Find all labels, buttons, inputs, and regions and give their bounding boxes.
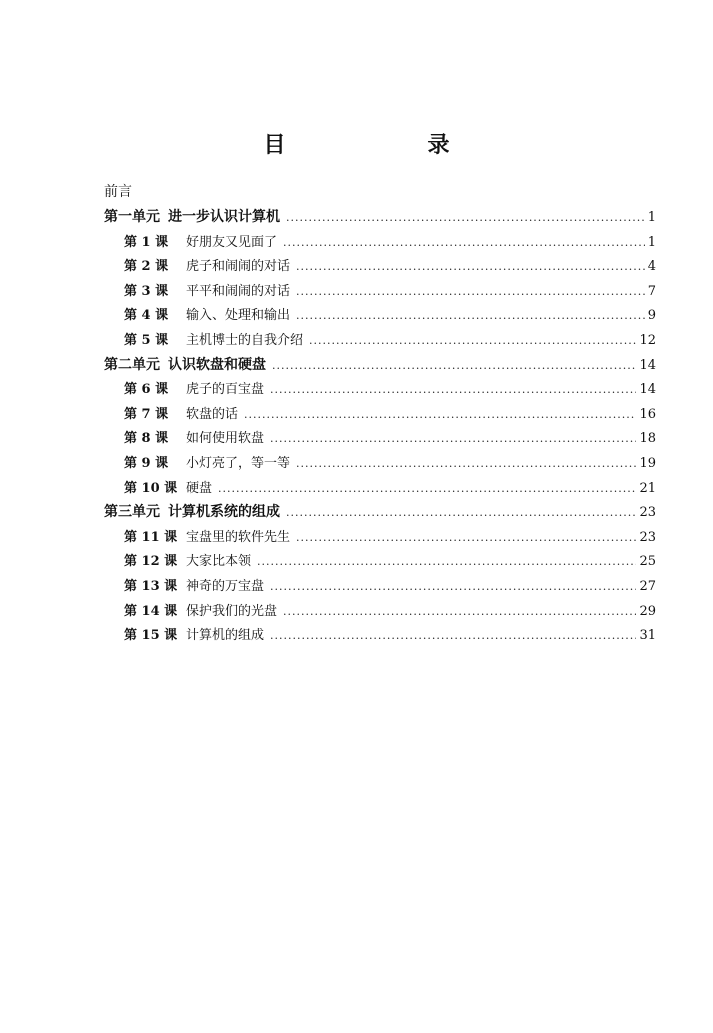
toc-entry-title: 平平和闹闹的对话 <box>186 283 291 299</box>
toc-lesson-entry <box>104 575 656 600</box>
toc-leader-dots <box>283 236 645 249</box>
toc-unit-entry <box>104 206 656 231</box>
toc-entry-label <box>104 206 280 226</box>
toc-entry-title: 好朋友又见面了 <box>186 234 278 250</box>
toc-lesson-entry <box>104 600 656 625</box>
toc-lesson-entry <box>104 550 656 575</box>
toc-entry-number: 第 14 课 <box>124 603 178 619</box>
toc-leader-dots <box>309 334 636 347</box>
toc-entry-title: 计算机的组成 <box>186 628 265 644</box>
toc-entry-label <box>124 600 277 619</box>
toc-entry-label <box>124 329 303 348</box>
toc-leader-dots <box>270 580 636 593</box>
toc-entry-label <box>124 526 290 545</box>
toc-page-number: 18 <box>639 431 656 447</box>
toc-page-number: 25 <box>639 554 656 570</box>
toc-entry-title: 虎子的百宝盘 <box>186 382 265 398</box>
toc-entry-label <box>124 231 277 250</box>
toc-page-number: 21 <box>639 480 656 496</box>
toc-leader-dots <box>296 285 645 298</box>
toc-entry-number: 第 15 课 <box>124 628 178 644</box>
toc-page-number: 14 <box>639 357 656 373</box>
toc-entry-label <box>104 501 280 521</box>
toc-page-number: 27 <box>639 578 656 594</box>
toc-entry-label <box>124 427 264 446</box>
toc-unit-entry <box>104 354 656 379</box>
toc-lesson-entry <box>104 427 656 452</box>
toc-entry-label <box>124 624 264 643</box>
toc-entry-number: 第 11 课 <box>124 529 178 545</box>
toc-entry-number: 第 9 课 <box>124 455 169 471</box>
toc-page-number: 16 <box>639 406 656 422</box>
toc-lesson-entry <box>104 280 656 305</box>
toc-leader-dots <box>296 309 645 322</box>
toc-entry-title: 进一步认识计算机 <box>168 209 280 225</box>
toc-page-number: 29 <box>639 603 656 619</box>
toc-leader-dots <box>296 260 645 273</box>
toc-entry-label <box>104 354 266 374</box>
toc-entry-title: 认识软盘和硬盘 <box>168 356 266 373</box>
toc-entry-label <box>124 477 212 496</box>
toc-leader-dots <box>286 211 645 224</box>
toc-page-number: 1 <box>647 210 656 225</box>
toc-leader-dots <box>272 359 636 372</box>
toc-entry-number: 第三单元 <box>104 504 160 521</box>
toc-lesson-entry <box>104 477 656 502</box>
toc-page-number: 1 <box>647 234 656 250</box>
toc-leader-dots <box>218 482 636 495</box>
toc-entry-number: 第 13 课 <box>124 578 178 594</box>
toc-entry-number: 第 6 课 <box>124 382 169 398</box>
toc-lesson-entry <box>104 452 656 477</box>
toc-page-number: 4 <box>647 259 656 275</box>
toc-entry-title: 主机博士的自我介绍 <box>186 332 304 348</box>
toc-entry-title: 保护我们的光盘 <box>186 603 278 619</box>
toc-entry-number: 第 4 课 <box>124 308 169 324</box>
toc-leader-dots <box>270 383 636 396</box>
toc-leader-dots <box>296 457 636 470</box>
toc-entry-title: 大家比本领 <box>186 554 252 570</box>
toc-lesson-entry <box>104 378 656 403</box>
toc-lesson-entry <box>104 255 656 280</box>
toc-entry-number: 第 8 课 <box>124 431 169 447</box>
toc-entry-number: 第一单元 <box>104 209 160 225</box>
toc-leader-dots <box>296 531 636 544</box>
toc-page-number: 12 <box>639 332 656 348</box>
toc-leader-dots <box>270 629 636 642</box>
toc-entry-title: 虎子和闹闹的对话 <box>186 259 291 275</box>
toc-entry-label <box>124 575 264 594</box>
toc-unit-entry <box>104 501 656 526</box>
toc-entry-title: 软盘的话 <box>186 406 239 422</box>
toc-entry-number: 第 3 课 <box>124 283 169 299</box>
toc-page-number: 14 <box>639 382 656 398</box>
page-title: 目 录 <box>263 133 510 158</box>
toc-entry-number: 第 5 课 <box>124 332 169 348</box>
toc-entry-title: 计算机系统的组成 <box>168 504 280 521</box>
toc-entry-label <box>124 280 290 299</box>
toc-entry-number: 第 10 课 <box>124 480 178 496</box>
toc-lesson-entry <box>104 329 656 354</box>
toc-entry-number: 第 7 课 <box>124 406 169 422</box>
toc-page-number: 23 <box>639 529 656 545</box>
toc-entry-label <box>124 378 264 397</box>
toc-leader-dots <box>270 432 636 445</box>
toc-leader-dots <box>244 408 636 421</box>
toc-entry-number: 第 1 课 <box>124 234 169 250</box>
toc-page-number: 23 <box>639 505 656 521</box>
toc-entry-label <box>124 452 290 471</box>
toc-entry-title: 神奇的万宝盘 <box>186 578 265 594</box>
toc-entry-label <box>124 255 290 274</box>
toc-entry-number: 第 12 课 <box>124 554 178 570</box>
toc-entry-title: 硬盘 <box>186 480 213 496</box>
preface-entry: 前言 <box>104 184 132 200</box>
toc-lesson-entry <box>104 624 656 649</box>
toc-page-number: 31 <box>639 628 656 644</box>
toc-leader-dots <box>283 605 636 618</box>
toc-leader-dots <box>257 555 636 568</box>
toc-entry-label <box>124 550 251 569</box>
toc-entry-title: 输入、处理和输出 <box>186 308 291 324</box>
toc-page-number: 19 <box>639 455 656 471</box>
toc-lesson-entry <box>104 526 656 551</box>
toc-lesson-entry <box>104 403 656 428</box>
toc-page-number: 7 <box>647 283 656 299</box>
toc-entry-label <box>124 304 290 323</box>
table-of-contents <box>104 206 656 649</box>
toc-entry-number: 第二单元 <box>104 356 160 373</box>
toc-entry-title: 如何使用软盘 <box>186 431 265 447</box>
toc-leader-dots <box>286 506 636 519</box>
toc-entry-number: 第 2 课 <box>124 259 169 275</box>
toc-entry-title: 宝盘里的软件先生 <box>186 529 291 545</box>
toc-lesson-entry <box>104 231 656 256</box>
toc-page-number: 9 <box>647 308 656 324</box>
toc-lesson-entry <box>104 304 656 329</box>
toc-entry-title: 小灯亮了，等一等 <box>186 455 291 471</box>
toc-entry-label <box>124 403 238 422</box>
